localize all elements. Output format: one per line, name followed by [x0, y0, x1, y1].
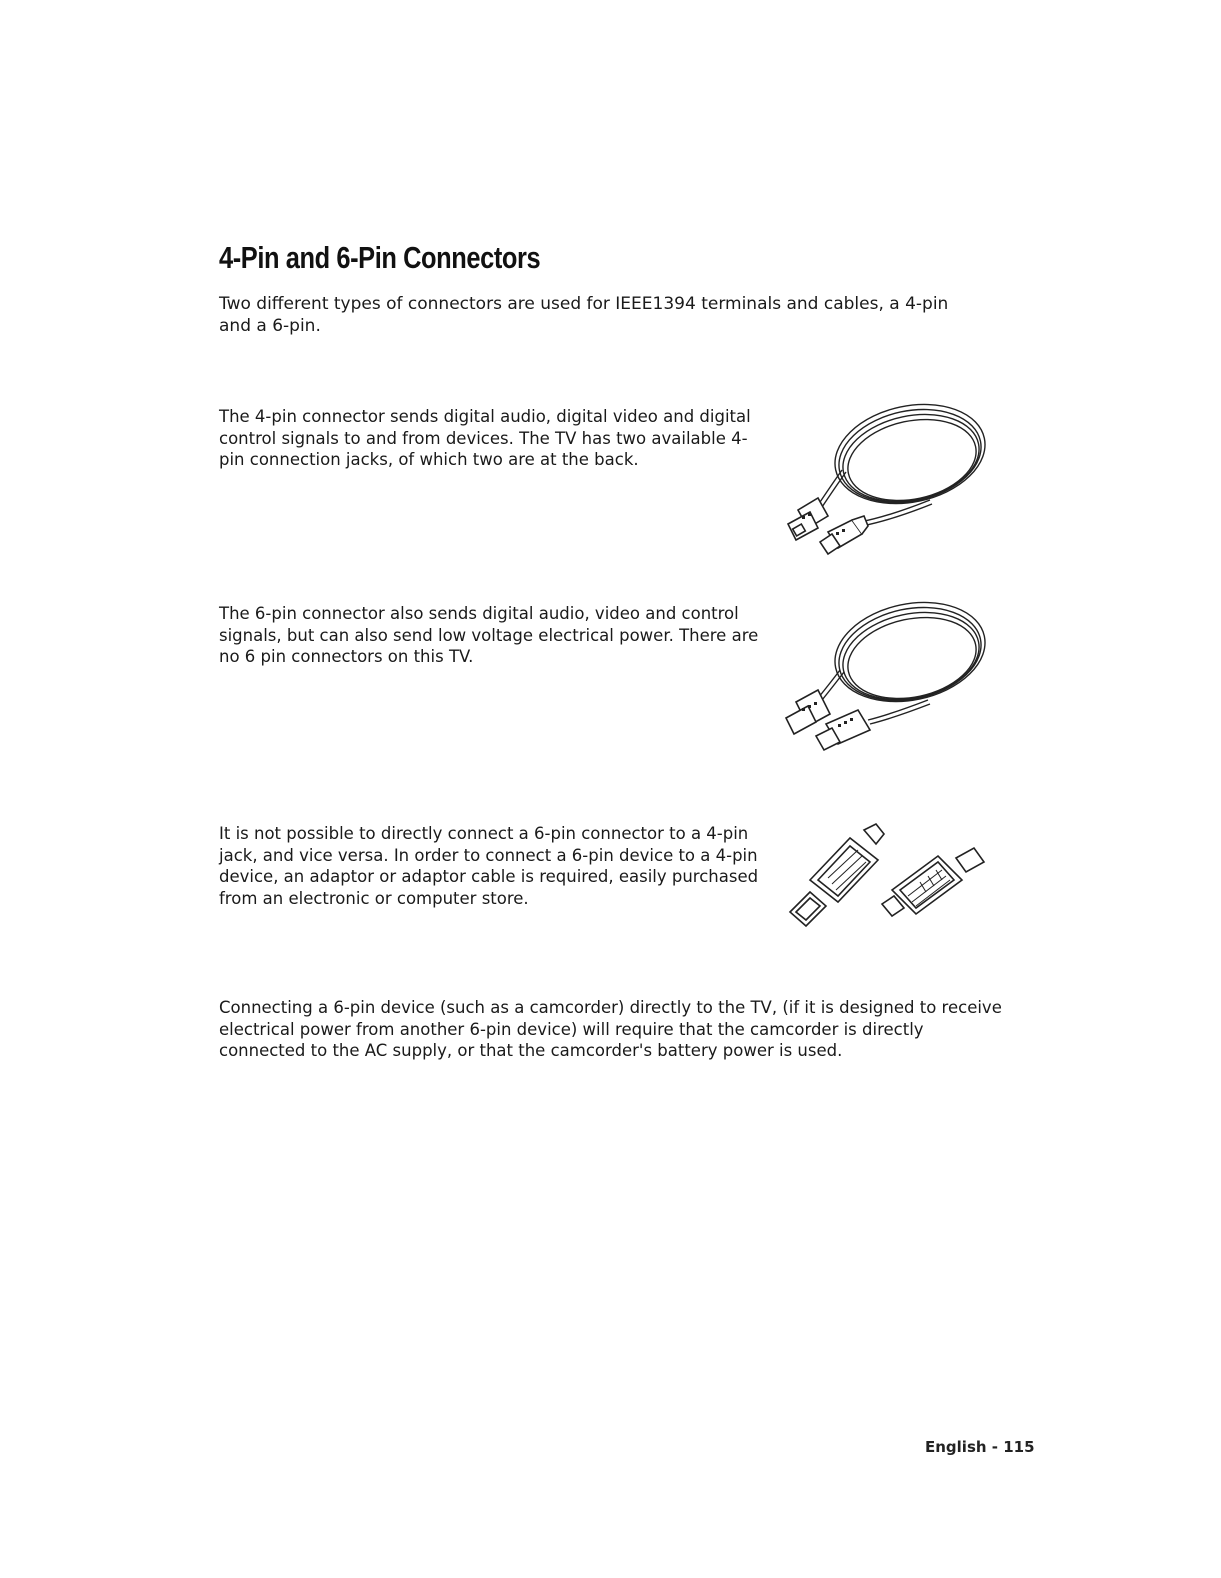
four-pin-description: The 4-pin connector sends digital audio, digital video and digital control signals to and from devices. The TV has two available 4-pin connection jacks, of which two are at the back.	[219, 407, 751, 469]
adaptor-plugs-icon	[780, 820, 995, 935]
page-number: English - 115	[925, 1438, 1035, 1456]
camcorder-power-note: Connecting a 6-pin device (such as a camcorder) directly to the TV, (if it is designed to receive electrical power from another 6-pin device) will require that the camcorder is directly connected to the AC supply, or that the camcorder's battery power is used.	[219, 998, 1002, 1060]
page-title: 4-Pin and 6-Pin Connectors	[219, 240, 541, 275]
six-pin-description: The 6-pin connector also sends digital audio, video and control signals, but can also send low voltage electrical power. There are no 6 pin connectors on this TV.	[219, 604, 759, 666]
adaptor-description: It is not possible to directly connect a 6-pin connector to a 4-pin jack, and vice versa. In order to connect a 6-pin device to a 4-pin device, an adaptor or adaptor cable is required, easily purchased from an electronic or computer store.	[219, 824, 759, 908]
four-pin-cable-icon	[780, 392, 990, 562]
six-pin-cable-icon	[780, 590, 990, 765]
intro-paragraph: Two different types of connectors are used for IEEE1394 terminals and cables, a 4-pin and a 6-pin.	[219, 294, 949, 336]
